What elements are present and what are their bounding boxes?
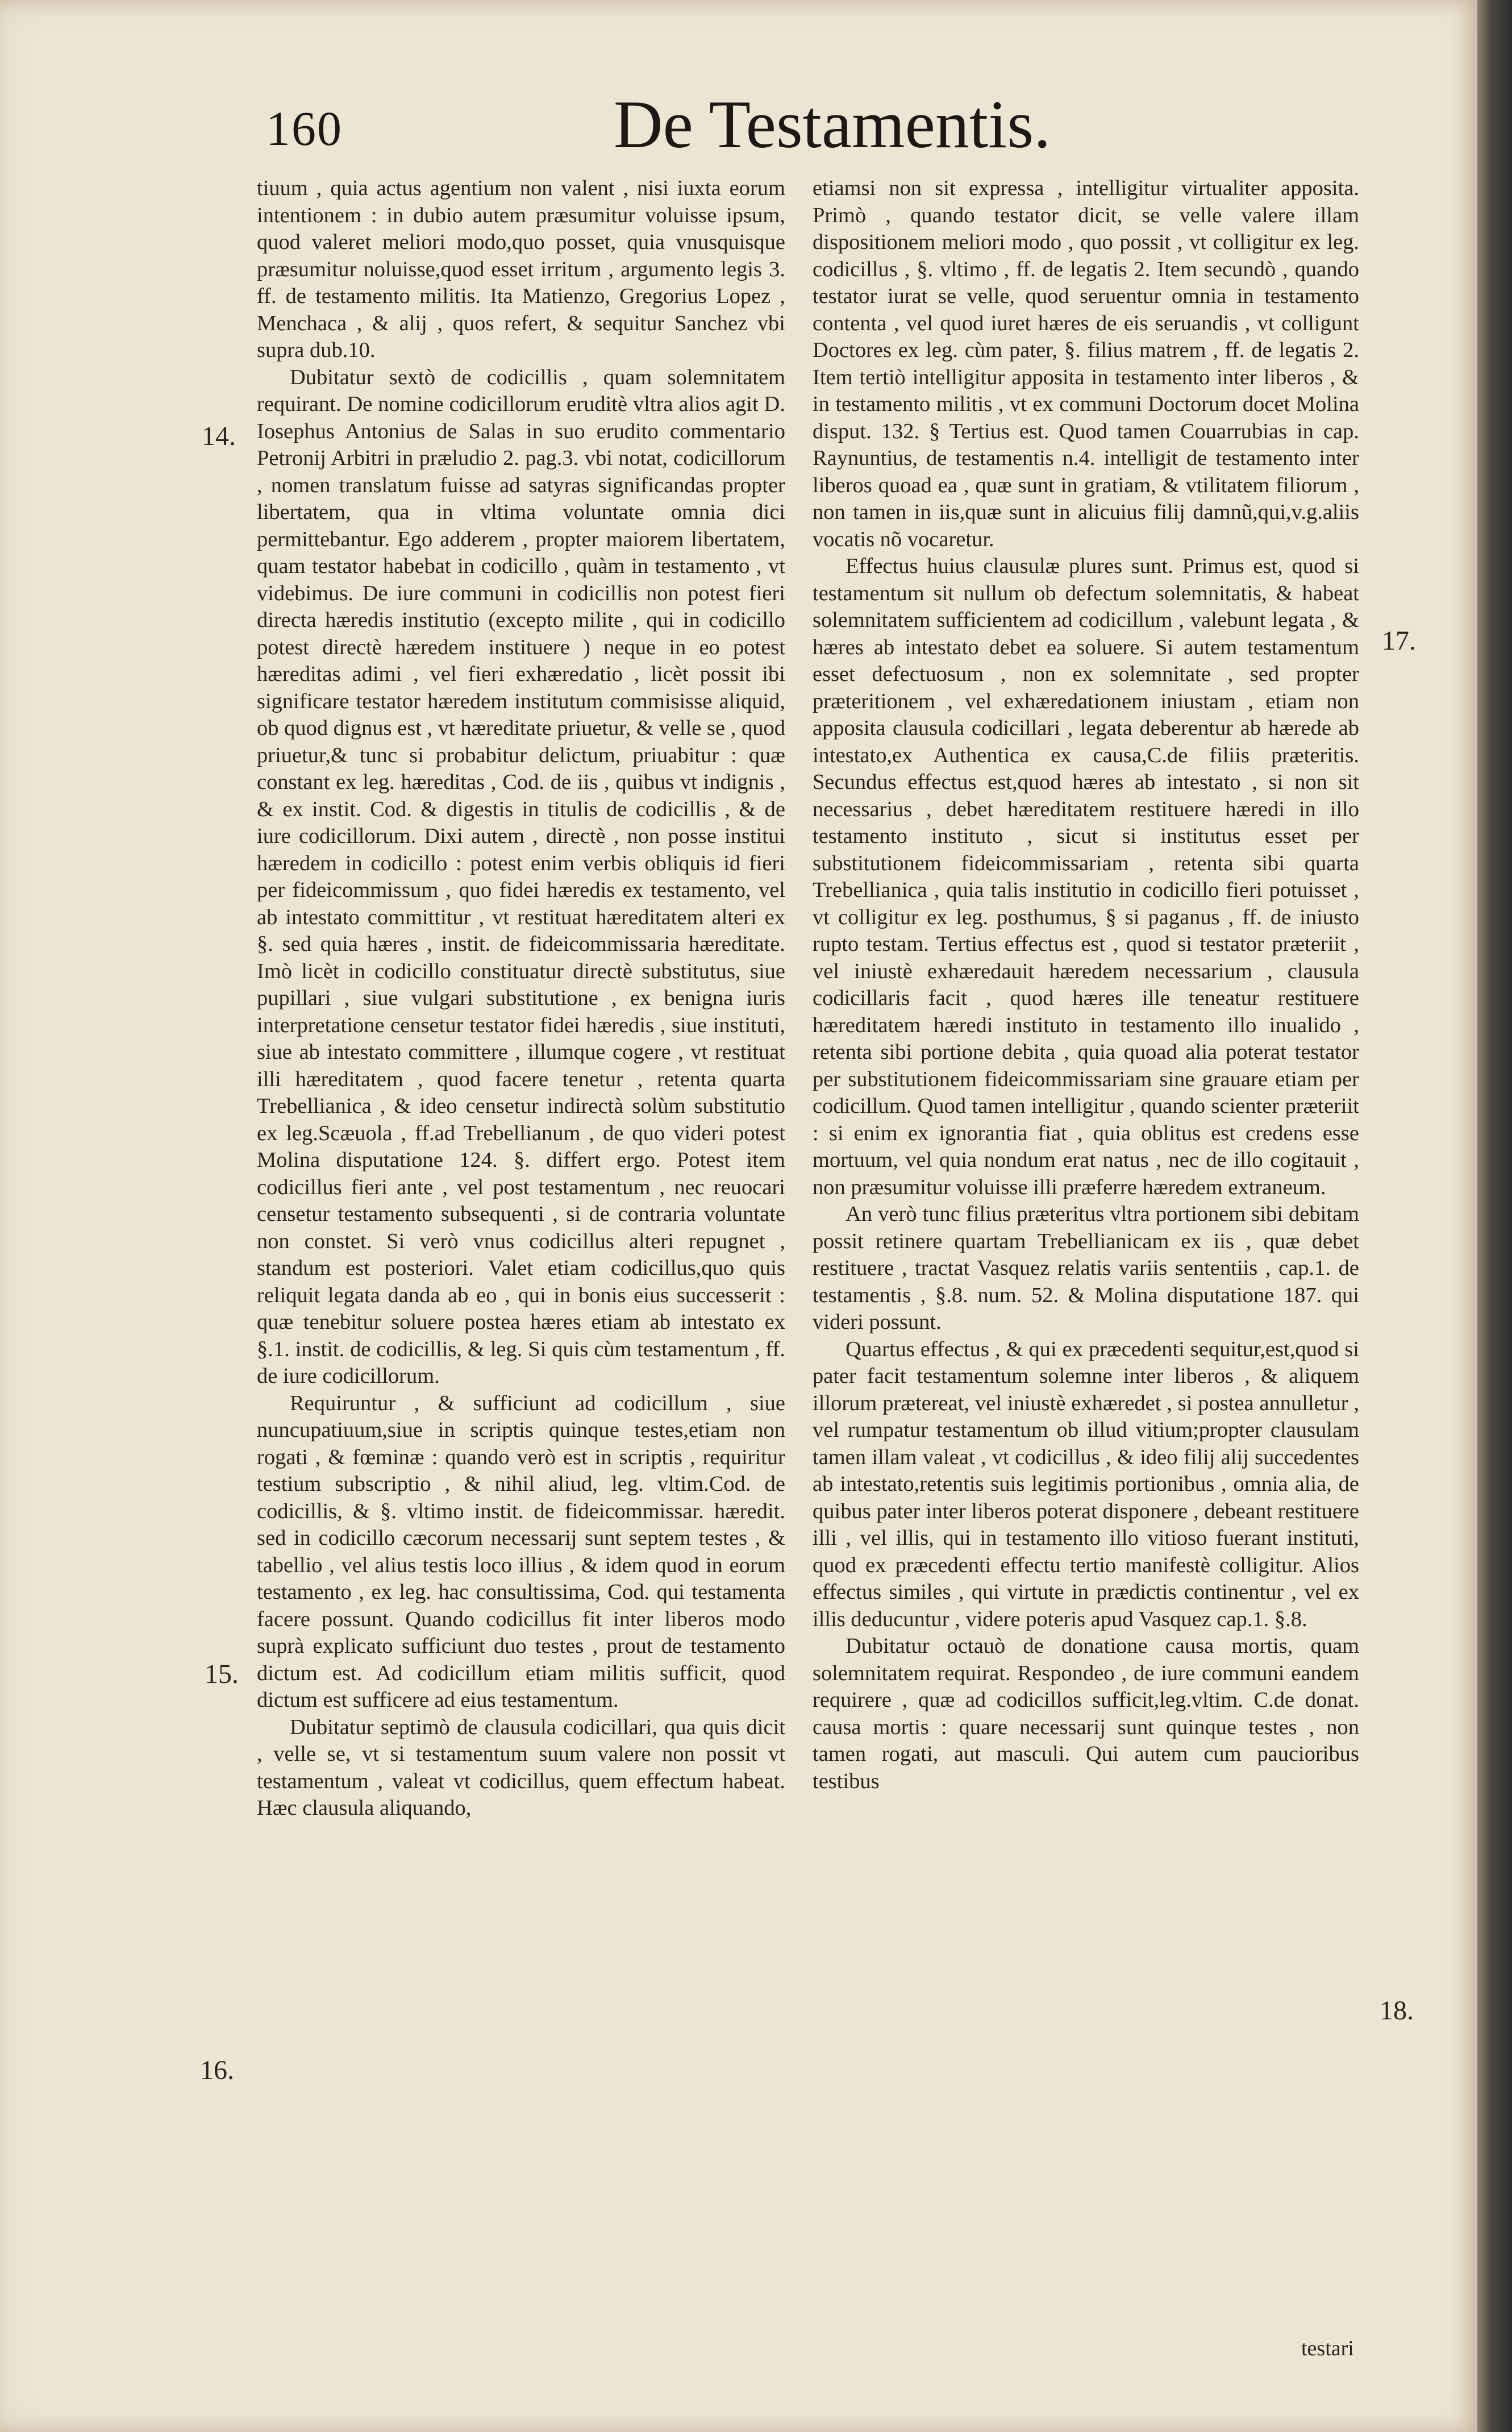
paragraph: Dubitatur septimò de clausula codicillari, qua quis dicit , velle se, vt si testamentum suum valere non possit vt testamentum , valeat vt codicillus, quem effectum habeat. Hæc clausula aliquando, — [257, 1715, 785, 1820]
paragraph: Dubitatur sextò de codicillis , quam solemnitatem requirant. De nomine codicillorum eruditè vltra alios agit D. Iosephus Antonius de Salas in suo erudito commentario Petronij Arbitri in præludio 2. pag.3. vbi notat, codicillorum , nomen translatum fuisse ad satyras significandas propter libertatem, qua in vltima voluntate omnia dici permittebantur. Ego adderem , propter maiorem libertatem, quam testator habebat in codicillo , quàm in testamento , vt videbimus. De iure communi in codicillis non potest fieri directa hæredis institutio (excepto milite , qui in codicillo potest directè hæredem instituere ) neque in eo potest hæreditas adimi , vel fieri exhæredatio , licèt possit ibi significare testator hæredem institutum commisisse aliquid, ob quod dignus est , vt hæreditate priuetur, & velle se , quod priuetur,& tunc si probabitur delictum, priuabitur : quæ constant ex leg. hæreditas , Cod. de iis , quibus vt indignis , & ex instit. Cod. & digestis in titulis de codicillis , & de iure codicillorum. Dixi autem , directè , non posse institui hæredem in codicillo : potest enim verbis obliquis id fieri per fideicommissum , quo fidei hæredis ex testamento, vel ab intestato committitur , vt restituat hæreditatem alteri ex §. sed quia hæres , instit. de fideicommissaria hæreditate. Imò licèt in codicillo constituatur directè substitutus, siue pupillari , siue vulgari substitutione , ex benigna iuris interpretatione censetur testator fidei hæredis , siue instituti, siue ab intestato committere , illumque cogere , vt restituat illi hæreditatem , quod facere tenetur , retenta quarta Trebellianica , & ideo censetur indirectà solùm substitutio ex leg.Scæuola , ff.ad Trebellianum , de quo videri potest Molina disputatione 124. §. differt ergo. Potest item codicillus fieri ante , vel post testamentum , nec reuocari censetur testamento subsequenti , si de contraria voluntate non constet. Si verò vnus codicillus alteri repugnet , standum est posteriori. Valet etiam codicillus,quo quis reliquit legata danda ab eo , qui in bonis eius successerit : quæ tenebitur soluere postea hæres etiam ab intestato ex §.1. instit. de codicillis, & leg. Si quis cùm testamentum , ff. de iure codicillorum. — [257, 365, 785, 1388]
margin-number-17: 17. — [1382, 626, 1416, 656]
catchword: testari — [1301, 2337, 1354, 2360]
paragraph: Requiruntur , & sufficiunt ad codicillum , siue nuncupatiuum,siue in scriptis quinque testes,etiam non rogati , & fœminæ : quando verò est in scriptis , requiritur testium subscriptio , & nihil aliud, leg. vltim.Cod. de codicillis, & §. vltimo instit. de fideicommissar. hæredit. sed in codicillo cæcorum necessarij sunt septem testes , & tabellio , vel alius testis loco illius , & idem quod in eorum testamento , ex leg. hac consultissima, Cod. qui testamenta facere possunt. Quando codicillus fit inter liberos modo suprà explicato sufficiunt duo testes , prout de testamento dictum est. Ad codicillum etiam militis sufficit, quod dictum est sufficere ad eius testamentum. — [257, 1391, 785, 1712]
paragraph: etiamsi non sit expressa , intelligitur virtualiter apposita. Primò , quando testator dicit, se velle valere illam dispositionem meliori modo , quo possit , vt colligitur ex leg. codicillus , §. vltimo , ff. de legatis 2. Item secundò , quando testator iurat se velle, quod seruentur omnia in testamento contenta , vel quod iuret hæres de eis seruandis , vt colligunt Doctores ex leg. cùm pater, §. filius matrem , ff. de legatis 2. Item tertiò intelligitur apposita in testamento inter liberos , & in testamento militis , vt ex communi Doctorum docet Molina disput. 132. § Tertius est. Quod tamen Couarrubias in cap. Raynuntius, de testamentis n.4. intelligit de testamento inter liberos quoad ea , quæ sunt in gratiam, & vtilitatem filiorum , non tamen in iis,quæ sunt in alicuius filij damnũ,qui,v.g.aliis vocatis nõ vocaretur. — [813, 176, 1359, 551]
book-binding-edge — [1477, 0, 1512, 2432]
margin-number-14: 14. — [202, 421, 236, 451]
paragraph: tiuum , quia actus agentium non valent , nisi iuxta eorum intentionem : in dubio autem præsumitur voluisse ipsum, quod valeret meliori modo,quo posset, quia vnusquisque præsumitur noluisse,quod esset irritum , argumento legis 3. ff. de testamento militis. Ita Matienzo, Gregorius Lopez , Menchaca , & alij , quos refert, & sequitur Sanchez vbi supra dub.10. — [257, 176, 785, 362]
paragraph: Quartus effectus , & qui ex præcedenti sequitur,est,quod si pater facit testamentum solemne inter liberos , & aliquem illorum prætereat, vel iniustè exhæredet , si postea annulletur , vel rumpatur testamentum ob illud vitium;propter clausulam tamen illam valeat , vt codicillus , & ideo filij alij succedentes ab intestato,retentis suis legitimis portionibus , omnia alia, de quibus pater inter liberos poterat disponere , debeant restituere illi , vel illis, qui in testamento illo vitioso fuerant instituti, quod ex præcedenti effectu tertio manifestè colligitur. Alios effectus similes , qui virtute in prædictis continentur , vel ex illis deducuntur , videre poteris apud Vasquez cap.1. §.8. — [813, 1337, 1359, 1631]
paragraph: Dubitatur octauò de donatione causa mortis, quam solemnitatem requirat. Respondeo , de iure communi eandem requirere , quæ ad codicillos sufficit,leg.vltim. C.de donat. causa mortis : quare necessarij sunt quinque testes , non tamen rogati, aut masculi. Qui autem cum paucioribus testibus — [813, 1634, 1359, 1793]
margin-number-15: 15. — [205, 1659, 239, 1689]
left-text-column — [257, 175, 785, 1822]
paragraph: Effectus huius clausulæ plures sunt. Primus est, quod si testamentum sit nullum ob defectum solemnitatis, & habeat solemnitatem sufficientem ad codicillum , valebunt legata , & hæres ab intestato debet ea soluere. Si autem testamentum esset defectuosum , non ex solemnitate , sed propter præteritionem , vel exhæredationem iniustam , etiam non apposita clausula codicillari , legata deberentur ab hærede ab intestato,ex Authentica ex causa,C.de filiis præteritis. Secundus effectus est,quod hæres ab intestato , si non sit necessarius , debet hæreditatem restituere hæredi in illo testamento instituto , sicut si institutus esset per substitutionem fideicommissariam , retenta sibi quarta Trebellianica , quia talis institutio in codicillo fieri potuisset , vt colligitur ex leg. posthumus, § si paganus , ff. de iniusto rupto testam. Tertius effectus est , quod si testator præteriit , vel iniustè exhæredauit hæredem necessarium , clausula codicillaris facit , quod hæres ille teneatur restituere hæreditatem hæredi instituto in testamento illo inualido , retenta sibi portione debita , quia quoad alia poterat testator per substitutionem fideicommissariam sine grauare etiam per codicillum. Quod tamen intelligitur , quando scienter præteriit : si enim ex ignorantia fiat , quia oblitus est credens esse mortuum, vel quia nondum erat natus , nec de illo cogitauit , non præsumitur voluisse illi præferre hæredem extraneum. — [813, 554, 1359, 1199]
running-title: De Testamentis. — [614, 86, 1051, 162]
page-number: 160 — [266, 101, 343, 156]
right-text-column — [813, 175, 1359, 1795]
paragraph: An verò tunc filius præteritus vltra portionem sibi debitam possit retinere quartam Trebellianicam ex iis , quæ debet restituere , tractat Vasquez relatis variis sententiis , cap.1. de testamentis , §.8. num. 52. & Molina disputatione 187. qui videri possunt. — [813, 1202, 1359, 1334]
margin-number-18: 18. — [1380, 1996, 1414, 2026]
margin-number-16: 16. — [200, 2055, 234, 2085]
